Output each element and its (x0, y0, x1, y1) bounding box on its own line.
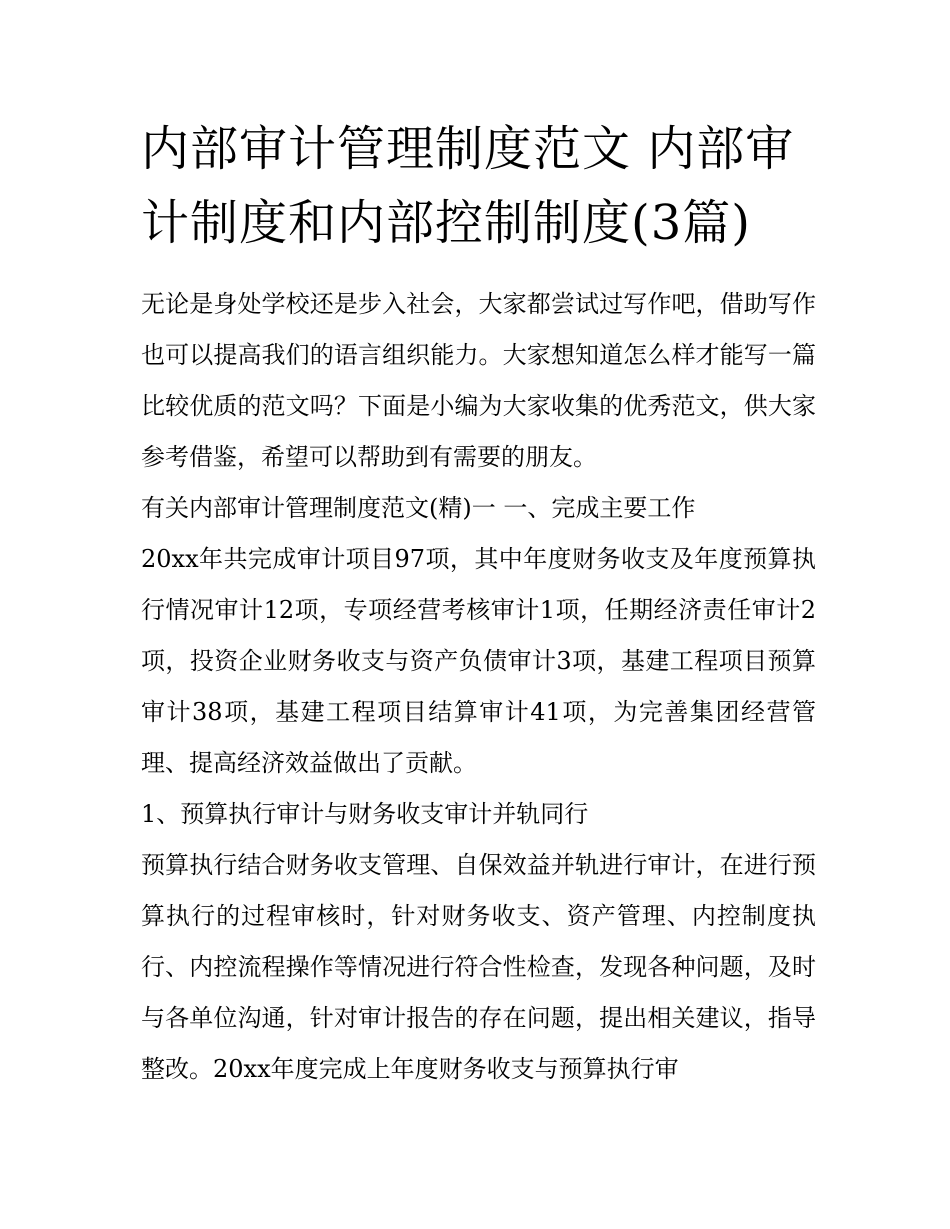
section-heading: 有关内部审计管理制度范文(精)一 一、完成主要工作 (141, 494, 696, 522)
document-body (141, 279, 816, 1095)
budget-audit-paragraph: 预算执行结合财务收支管理、自保效益并轨进行审计，在进行预算执行的过程审核时，针对财务收支、资产管理、内控制度执行、内控流程操作等情况进行符合性检查，发现各种问题，及时与各单位沟通，针对审计报告的存在问题，提出相关建议，指导整改。20xx年度完成上年度财务收支与预算执行审 (141, 851, 816, 1083)
document-title: 内部审计管理制度范文 内部审计制度和内部控制制度(3篇) (141, 121, 795, 251)
work-summary-paragraph: 20xx年共完成审计项目97项，其中年度财务收支及年度预算执行情况审计12项，专项经营考核审计1项，任期经济责任审计2项，投资企业财务收支与资产负债审计3项，基建工程项目预算审计38项，基建工程项目结算审计41项，为完善集团经营管理、提高经济效益做出了贡献。 (141, 545, 816, 777)
subsection-heading: 1、预算执行审计与财务收支审计并轨同行 (141, 800, 589, 828)
intro-paragraph: 无论是身处学校还是步入社会，大家都尝试过写作吧，借助写作也可以提高我们的语言组织能力。大家想知道怎么样才能写一篇比较优质的范文吗？下面是小编为大家收集的优秀范文，供大家参考借鉴，希望可以帮助到有需要的朋友。 (141, 290, 816, 471)
